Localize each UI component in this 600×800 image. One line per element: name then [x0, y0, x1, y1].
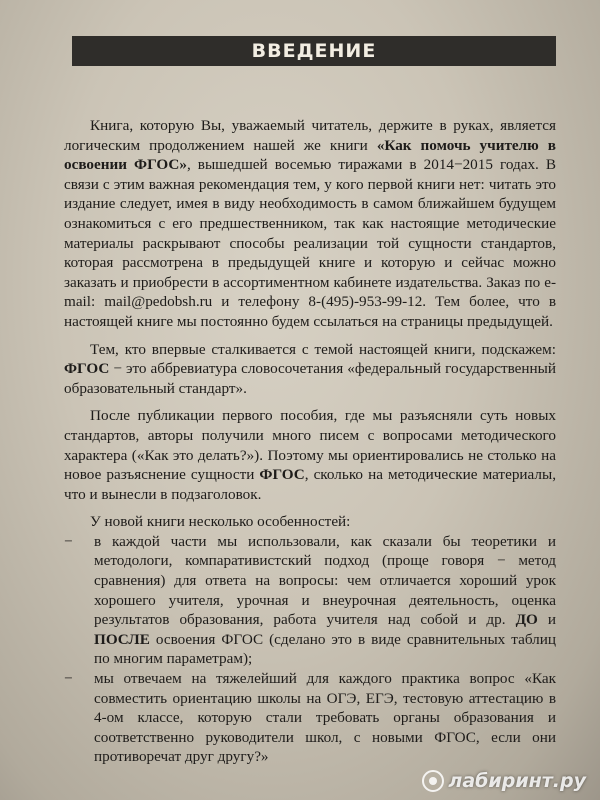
before-term: ДО — [515, 611, 538, 629]
chapter-heading — [72, 36, 556, 66]
paragraph-3 — [64, 406, 556, 504]
dash-bullet: − — [64, 532, 73, 550]
bullet-1-mid: и — [537, 611, 556, 629]
paragraph-1-rest: , вышедшей восемью тиражами в 2014−2015 годах. В связи с этим важная рекомендация тем, у кого первой книги нет: читать это издание следует, имея в виду необходимость в самом ближайшем будущем ознакомиться с его предшественником, так как настоящие методические материалы раскрывают способы реализации той сущности стандартов, которая рассмотрена в предыдущей книге и которую и сейчас можно заказать и приобрести в ассортиментном кабинете издательства. Заказ по e-mail: mail@pedobsh.ru и телефону 8-(495)-953-99-12. Тем более, что в настоящей книге мы постоянно будем ссылаться на страницы предыдущей. — [64, 156, 556, 330]
paragraph-3-rest: , сколько на методические материалы, что и вынесли в подзаголовок. — [64, 466, 556, 503]
list-item — [64, 532, 556, 669]
after-term: ПОСЛЕ — [94, 630, 150, 648]
paragraph-3-start: После публикации первого пособия, где мы разъясняли суть новых стандартов, авторы получили много писем с вопросами методического характера («Как это делать?»). Поэтому мы ориентировались не столько на новое разъяснение сущности — [64, 407, 556, 484]
fgos-term-2: ФГОС — [259, 466, 305, 484]
paragraph-4-text: У новой книги несколько особенностей: — [90, 513, 351, 531]
features-list — [64, 532, 556, 767]
paragraph-2-rest: − это аббревиатура словосочетания «федеральный государственный образовательный стандарт». — [64, 360, 556, 397]
bullet-2-text: мы отвечаем на тяжелейший для каждого практика вопрос «Как совместить ориентацию школы на ОГЭ, ЕГЭ, тестовую аттестацию в 4-ом классе, которую стали требовать органы образования и соответственно руководители школ, с новыми ФГОС, если они противоречат друг другу?» — [94, 670, 556, 766]
paragraph-1-start: Книга, которую Вы, уважаемый читатель, держите в руках, является логическим продолжением нашей же книги — [64, 117, 556, 154]
chapter-heading-text: ВВЕДЕНИЕ — [251, 40, 377, 62]
watermark-text: лабиринт.ру — [448, 770, 586, 792]
body-text — [64, 116, 556, 767]
book-title-ref: «Как помочь учителю в освоении ФГОС» — [64, 136, 556, 174]
paragraph-2-start: Тем, кто впервые сталкивается с темой настоящей книги, подскажем: — [90, 340, 556, 358]
paragraph-1 — [64, 116, 556, 332]
bullet-1-start: в каждой части мы использовали, как сказали бы теоретики и методологи, компаративистский подход (проще говоря − метод сравнения) для ответа на вопросы: чем отличается хороший урок хорошего учителя, урочная и внеурочная деятельность, оценка результатов образования, работа учителя над собой и др. — [94, 532, 556, 629]
paragraph-4 — [64, 512, 556, 532]
bullet-1-rest: освоения ФГОС (сделано это в виде сравнительных таблиц по многим параметрам); — [94, 630, 556, 668]
watermark — [422, 770, 586, 792]
paragraph-2 — [64, 340, 556, 399]
dash-bullet: − — [64, 670, 73, 688]
list-item — [64, 669, 556, 767]
labirint-logo-icon — [422, 770, 444, 792]
fgos-term: ФГОС — [64, 360, 110, 378]
